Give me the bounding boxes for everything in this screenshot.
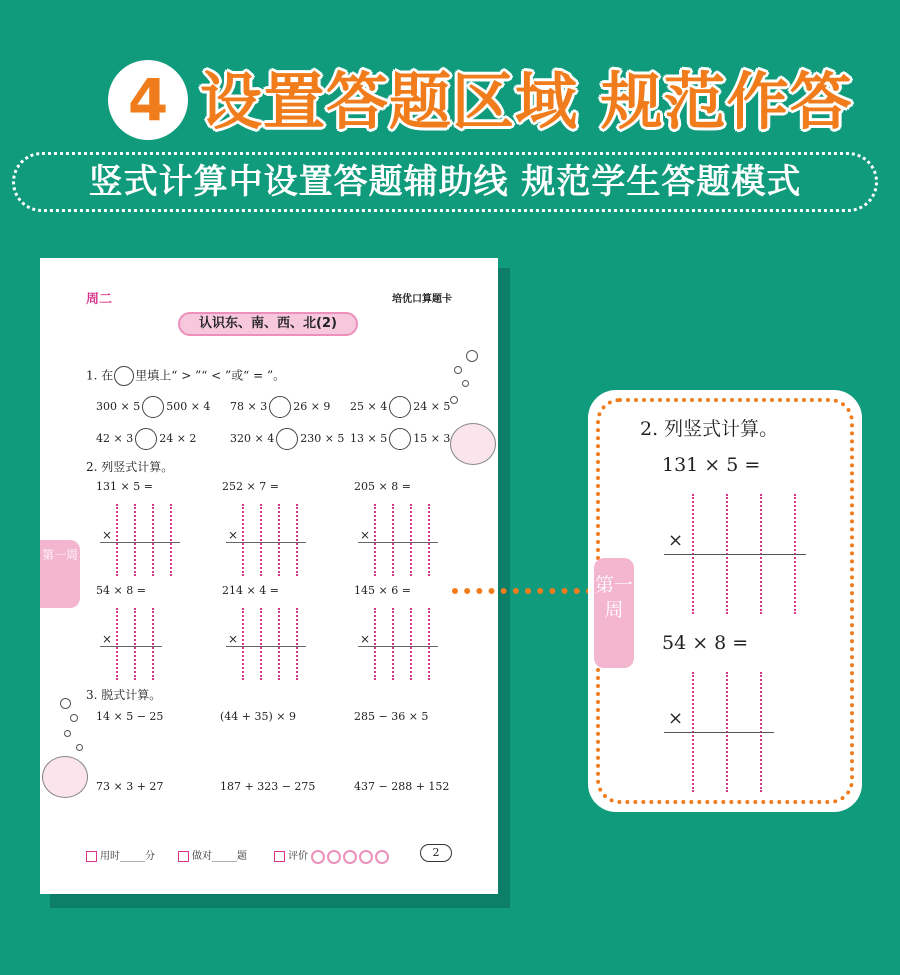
vertical-calc-expression: 205 × 8 = bbox=[354, 480, 411, 493]
answer-grid[interactable] bbox=[358, 608, 428, 680]
vertical-calc-expression: 214 × 4 = bbox=[222, 584, 279, 597]
compare-circle[interactable] bbox=[276, 428, 298, 450]
correct-field[interactable]: 做对_____题 bbox=[178, 847, 247, 862]
zoom-expression: 131 × 5 = bbox=[662, 454, 761, 476]
expression-item: 73 × 3 + 27 bbox=[96, 780, 164, 793]
compare-item bbox=[230, 396, 330, 418]
headline-title: 设置答题区域 规范作答 bbox=[200, 65, 853, 138]
time-field[interactable]: 用时_____分 bbox=[86, 847, 155, 862]
expression-item: 437 − 288 + 152 bbox=[354, 780, 450, 793]
q3-label: 3. 脱式计算。 bbox=[86, 688, 162, 702]
correct-unit: 题 bbox=[237, 851, 247, 862]
q1-instruction bbox=[86, 366, 285, 386]
medal-icon[interactable] bbox=[343, 850, 357, 864]
answer-grid[interactable] bbox=[358, 504, 428, 576]
zoom-card bbox=[588, 390, 862, 812]
compare-right: 26 × 9 bbox=[293, 400, 331, 413]
q2-label: 2. 列竖式计算。 bbox=[86, 460, 174, 474]
expression-item: 187 + 323 − 275 bbox=[220, 780, 316, 793]
vertical-calc-expression: 252 × 7 = bbox=[222, 480, 279, 493]
fish-icon bbox=[450, 423, 496, 465]
times-sign: × bbox=[360, 528, 371, 542]
expression-item: 14 × 5 − 25 bbox=[96, 710, 164, 723]
compare-left: 78 × 3 bbox=[230, 400, 268, 413]
page-number: 2 bbox=[420, 844, 452, 862]
compare-left: 300 × 5 bbox=[96, 400, 141, 413]
bubble-icon bbox=[64, 730, 71, 737]
book-name: 培优口算题卡 bbox=[392, 294, 452, 305]
bubble-icon bbox=[462, 380, 469, 387]
compare-left: 25 × 4 bbox=[350, 400, 388, 413]
compare-circle[interactable] bbox=[142, 396, 164, 418]
expression-item: (44 + 35) × 9 bbox=[220, 710, 296, 723]
expression-item: 285 − 36 × 5 bbox=[354, 710, 429, 723]
bubble-icon bbox=[60, 698, 71, 709]
medal-icon[interactable] bbox=[311, 850, 325, 864]
step-number-badge: 4 bbox=[108, 60, 188, 140]
compare-left: 320 × 4 bbox=[230, 432, 275, 445]
zoom-answer-grid[interactable] bbox=[664, 672, 814, 792]
times-sign: × bbox=[228, 632, 239, 646]
q1-prefix: 1. 在 bbox=[86, 368, 114, 383]
times-sign: × bbox=[668, 530, 684, 551]
compare-item bbox=[96, 428, 196, 450]
zoom-week-tab: 第一周 bbox=[594, 558, 634, 668]
answer-grid[interactable] bbox=[100, 608, 170, 680]
times-sign: × bbox=[102, 528, 113, 542]
compare-right: 15 × 3 bbox=[413, 432, 451, 445]
times-sign: × bbox=[668, 708, 684, 729]
compare-right: 24 × 2 bbox=[159, 432, 197, 445]
bubble-icon bbox=[454, 366, 462, 374]
worksheet-title: 认识东、南、西、北(2) bbox=[178, 312, 358, 336]
checkbox-icon bbox=[274, 851, 285, 862]
zoom-expression: 54 × 8 = bbox=[662, 632, 749, 654]
bubble-icon bbox=[450, 396, 458, 404]
q1-suffix: 里填上“ > ”“ < ”或“ = ”。 bbox=[135, 368, 286, 383]
correct-label: 做对 bbox=[192, 851, 212, 862]
compare-right: 24 × 5 bbox=[413, 400, 451, 413]
compare-left: 42 × 3 bbox=[96, 432, 134, 445]
answer-circle[interactable] bbox=[114, 366, 134, 386]
time-label: 用时 bbox=[100, 851, 120, 862]
day-label: 周二 bbox=[86, 292, 113, 307]
compare-item bbox=[230, 428, 344, 450]
zoom-connector bbox=[452, 588, 592, 594]
week-tab: 第一周 bbox=[40, 540, 80, 608]
vertical-calc-expression: 131 × 5 = bbox=[96, 480, 153, 493]
subtitle-banner: 竖式计算中设置答题辅助线 规范学生答题模式 bbox=[12, 152, 878, 212]
checkbox-icon bbox=[178, 851, 189, 862]
medal-icon[interactable] bbox=[375, 850, 389, 864]
compare-item bbox=[350, 428, 450, 450]
times-sign: × bbox=[228, 528, 239, 542]
compare-circle[interactable] bbox=[389, 428, 411, 450]
medal-icon[interactable] bbox=[359, 850, 373, 864]
compare-circle[interactable] bbox=[135, 428, 157, 450]
bubble-icon bbox=[70, 714, 78, 722]
compare-item bbox=[96, 396, 210, 418]
bubble-icon bbox=[76, 744, 83, 751]
vertical-calc-expression: 145 × 6 = bbox=[354, 584, 411, 597]
compare-item bbox=[350, 396, 450, 418]
compare-circle[interactable] bbox=[269, 396, 291, 418]
rating-field[interactable] bbox=[274, 847, 391, 864]
compare-right: 500 × 4 bbox=[166, 400, 211, 413]
fish-icon bbox=[42, 756, 88, 798]
compare-right: 230 × 5 bbox=[300, 432, 345, 445]
times-sign: × bbox=[102, 632, 113, 646]
worksheet-page bbox=[40, 258, 498, 894]
vertical-calc-expression: 54 × 8 = bbox=[96, 584, 146, 597]
zoom-answer-grid[interactable] bbox=[664, 494, 814, 614]
rating-label: 评价 bbox=[288, 851, 308, 862]
answer-grid[interactable] bbox=[100, 504, 170, 576]
times-sign: × bbox=[360, 632, 371, 646]
medal-icon[interactable] bbox=[327, 850, 341, 864]
compare-left: 13 × 5 bbox=[350, 432, 388, 445]
compare-circle[interactable] bbox=[389, 396, 411, 418]
bubble-icon bbox=[466, 350, 478, 362]
time-unit: 分 bbox=[145, 851, 155, 862]
answer-grid[interactable] bbox=[226, 608, 296, 680]
zoom-question: 2. 列竖式计算。 bbox=[640, 418, 779, 440]
checkbox-icon bbox=[86, 851, 97, 862]
answer-grid[interactable] bbox=[226, 504, 296, 576]
